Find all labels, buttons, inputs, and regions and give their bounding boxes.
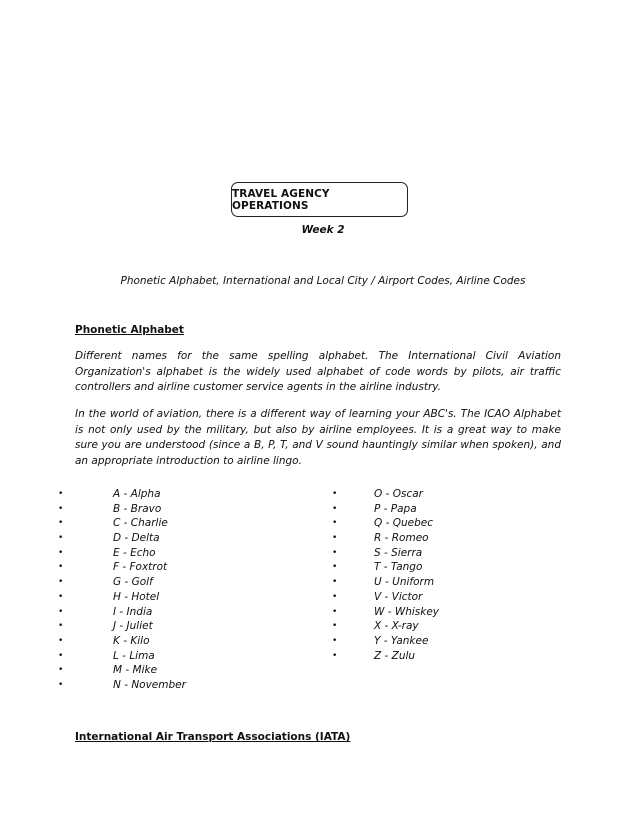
bullet-icon: •: [58, 577, 64, 588]
phonetic-code-word: Y - Yankee: [374, 634, 429, 647]
phonetic-code-word: R - Romeo: [374, 532, 429, 545]
bullet-icon: •: [58, 547, 64, 558]
phonetic-code-word: O - Oscar: [374, 488, 423, 500]
paragraph-intro: Different names for the same spelling alphabet. The International Civil Aviation Organization's alphabet is the widely used alphabet of code words by pilots, air traffic controllers and airline customer service agents in the airline industry.: [75, 350, 561, 393]
section-heading-iata: International Air Transport Associations (IATA): [75, 731, 351, 743]
paragraph-icao: In the world of aviation, there is a different way of learning your ABC's. The ICAO Alphabet is not only used by the military, but also by airline employees. It is a great way to make sure you are understood (since a B, P, T, and V sound hauntingly similar when spoken), and an appropriate introduction to airline lingo.: [75, 408, 561, 467]
bullet-icon: •: [58, 503, 64, 514]
phonetic-code-word: K - Kilo: [113, 634, 150, 647]
phonetic-code-word: J - Juliet: [113, 620, 153, 633]
bullet-icon: •: [58, 518, 64, 529]
bullet-icon: •: [58, 665, 64, 676]
phonetic-code-word: Q - Quebec: [374, 517, 434, 530]
phonetic-code-word: L - Lima: [113, 649, 155, 662]
section-heading-phonetic-alphabet: Phonetic Alphabet: [75, 324, 184, 336]
bullet-icon: •: [58, 650, 64, 661]
bullet-icon: •: [58, 679, 64, 690]
bullet-icon: •: [58, 635, 64, 646]
bullet-icon: •: [332, 577, 338, 588]
document-title: TRAVEL AGENCY OPERATIONS: [232, 187, 330, 212]
phonetic-code-word: C - Charlie: [113, 517, 168, 530]
phonetic-code-word: M - Mike: [113, 664, 158, 677]
bullet-icon: •: [332, 635, 338, 646]
phonetic-code-word: D - Delta: [113, 532, 160, 545]
bullet-icon: •: [332, 489, 338, 499]
phonetic-code-word: P - Papa: [374, 502, 417, 515]
phonetic-code-word: U - Uniform: [374, 576, 435, 589]
phonetic-code-word: X - X-ray: [374, 620, 419, 633]
bullet-icon: •: [332, 547, 338, 558]
phonetic-code-word: G - Golf: [113, 576, 153, 589]
bullet-icon: •: [332, 606, 338, 617]
bullet-icon: •: [332, 650, 338, 661]
phonetic-code-word: B - Bravo: [113, 502, 162, 515]
bullet-icon: •: [332, 533, 338, 544]
bullet-icon: •: [332, 591, 338, 602]
phonetic-code-word: T - Tango: [374, 561, 423, 574]
bullet-icon: •: [58, 621, 64, 632]
phonetic-code-word: W - Whiskey: [374, 605, 440, 618]
phonetic-code-word: H - Hotel: [113, 590, 160, 603]
bullet-icon: •: [58, 489, 64, 499]
phonetic-code-word: A - Alpha: [113, 488, 161, 500]
phonetic-code-word: E - Echo: [113, 546, 156, 559]
phonetic-code-word: N - November: [113, 678, 186, 691]
bullet-icon: •: [332, 562, 338, 573]
document-subtitle: Phonetic Alphabet, International and Local City / Airport Codes, Airline Codes: [120, 275, 526, 287]
bullet-icon: •: [58, 533, 64, 544]
phonetic-code-word: S - Sierra: [374, 546, 423, 559]
bullet-icon: •: [332, 518, 338, 529]
bullet-icon: •: [58, 562, 64, 573]
document-title-box: [231, 182, 408, 217]
phonetic-code-word: V - Victor: [374, 590, 423, 603]
phonetic-code-word: I - India: [113, 605, 153, 618]
bullet-icon: •: [58, 591, 64, 602]
phonetic-code-word: Z - Zulu: [374, 649, 416, 662]
bullet-icon: •: [332, 621, 338, 632]
bullet-icon: •: [332, 503, 338, 514]
week-label: Week 2: [301, 224, 345, 236]
bullet-icon: •: [58, 606, 64, 617]
phonetic-code-word: F - Foxtrot: [113, 561, 168, 574]
